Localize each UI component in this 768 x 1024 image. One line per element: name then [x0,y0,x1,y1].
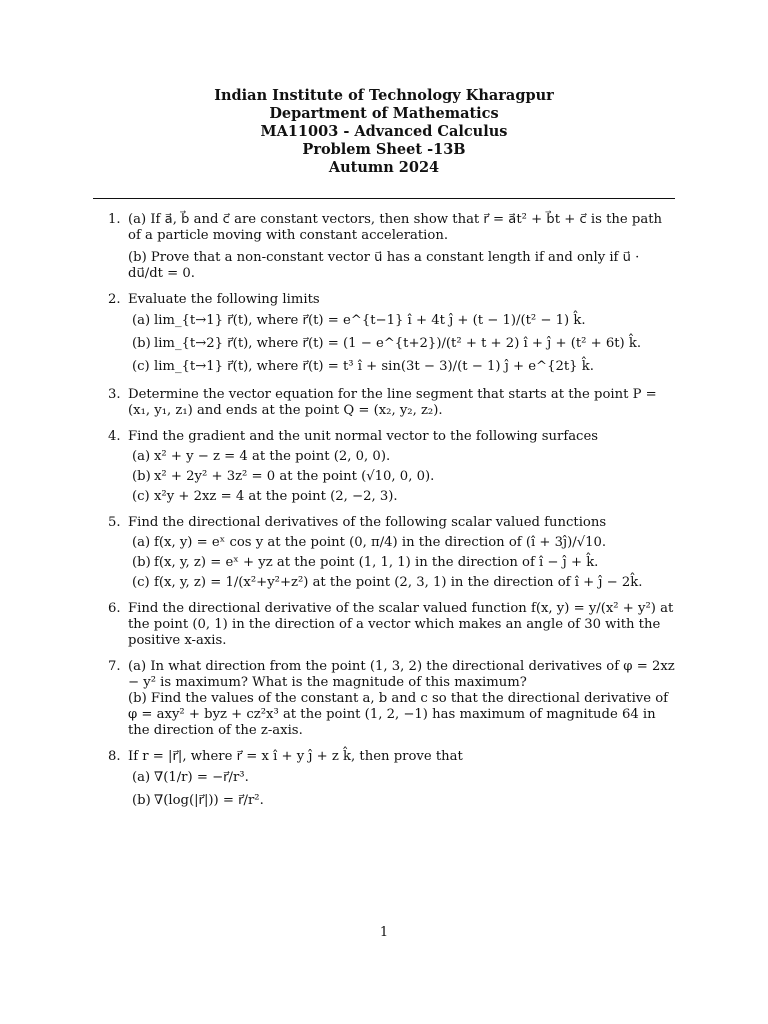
sub-question [128,357,676,377]
sub-question [128,489,676,505]
question-text: Determine the vector equation for the line segment that starts at the point P = (x₁, y₁, z₁) and ends at the point Q = (x₂, y₂, z₂). [128,387,657,418]
sub-label: (a) [132,449,151,464]
sub-text: lim_{t→2} r⃗(t), where r⃗(t) = (1 − e^{t+2})/(t² + t + 2) î + ĵ + (t² + 6t) k̂. [154,336,642,351]
question-3 [108,387,676,419]
sub-text: x²y + 2xz = 4 at the point (2, −2, 3). [154,489,398,504]
question-2 [108,292,676,377]
sheet-title: Problem Sheet -13B [302,141,466,158]
sub-label: (c) [132,575,150,590]
question-part: (b) Find the values of the constant a, b and c so that the directional derivative of φ = axy² + byz + cz²x³ at the point (1, 2, −1) has maximum of magnitude 64 in the direction of the z-axis. [128,691,669,738]
sub-text: f(x, y, z) = eˣ + yz at the point (1, 1, 1) in the direction of î − ĵ + k̂. [154,555,599,570]
question-number: 2. [108,292,121,307]
sub-label: (b) [132,793,151,808]
question-number: 6. [108,601,121,616]
question-number: 1. [108,212,121,227]
sub-label: (a) [132,313,151,328]
document-header [0,87,768,177]
sub-question [128,575,676,591]
term: Autumn 2024 [328,159,440,176]
department-name: Department of Mathematics [269,105,499,122]
header-divider [93,198,675,199]
course-title: MA11003 - Advanced Calculus [260,123,508,140]
question-number: 7. [108,659,121,674]
question-6 [108,601,676,649]
sub-label: (c) [132,489,150,504]
question-text: Find the gradient and the unit normal vector to the following surfaces [128,429,599,444]
question-part: (a) If a⃗, b⃗ and c⃗ are constant vectors, then show that r⃗ = a⃗t² + b⃗t + c⃗ is the path of a particle moving with constant acceleration. [128,212,662,243]
question-text: Find the directional derivative of the scalar valued function f(x, y) = y/(x² + y²) at the point (0, 1) in the direction of a vector which makes an angle of 30 with the positive x-axis. [128,601,674,648]
question-8 [108,749,676,811]
sub-question [128,469,676,485]
question-number: 5. [108,515,121,530]
question-text: Evaluate the following limits [128,292,320,307]
question-number: 3. [108,387,121,402]
sub-label: (b) [132,469,151,484]
question-7 [108,659,676,739]
sub-text: f(x, y, z) = 1/(x²+y²+z²) at the point (2, 3, 1) in the direction of î + ĵ − 2k̂. [154,575,643,590]
sub-text: ∇(1/r) = −r⃗/r³. [154,770,249,785]
question-part: (a) In what direction from the point (1, 3, 2) the directional derivatives of φ = 2xz − y² is maximum? What is the magnitude of this maximum? [128,659,675,690]
question-4 [108,429,676,505]
sub-question [128,768,676,788]
sub-label: (b) [132,336,151,351]
sub-label: (a) [132,535,151,550]
question-number: 4. [108,429,121,444]
sub-label: (b) [132,555,151,570]
sub-text: x² + 2y² + 3z² = 0 at the point (√10, 0, 0). [154,469,435,484]
sub-label: (a) [132,770,151,785]
sub-label: (c) [132,359,150,374]
question-part: (b) Prove that a non-constant vector u⃗ has a constant length if and only if u⃗ · du⃗/dt = 0. [128,250,640,281]
sub-text: f(x, y) = eˣ cos y at the point (0, π/4) in the direction of (î + 3ĵ)/√10. [154,535,607,550]
sub-question [128,791,676,811]
question-5 [108,515,676,591]
sub-question [128,555,676,571]
sub-text: lim_{t→1} r⃗(t), where r⃗(t) = e^{t−1} î + 4t ĵ + (t − 1)/(t² − 1) k̂. [154,313,586,328]
institute-name: Indian Institute of Technology Kharagpur [214,87,554,104]
question-text: If r = |r⃗|, where r⃗ = x î + y ĵ + z k̂, then prove that [128,749,463,764]
question-1 [108,212,676,282]
sub-question [128,535,676,551]
problem-list [108,212,676,821]
page-number: 1 [379,925,389,940]
sub-text: x² + y − z = 4 at the point (2, 0, 0). [154,449,391,464]
sub-text: lim_{t→1} r⃗(t), where r⃗(t) = t³ î + sin(3t − 3)/(t − 1) ĵ + e^{2t} k̂. [154,359,594,374]
sub-question [128,334,676,354]
question-text: Find the directional derivatives of the following scalar valued functions [128,515,607,530]
sub-text: ∇(log(|r⃗|)) = r⃗/r². [154,793,264,808]
question-number: 8. [108,749,121,764]
sub-question [128,311,676,331]
sub-question [128,449,676,465]
